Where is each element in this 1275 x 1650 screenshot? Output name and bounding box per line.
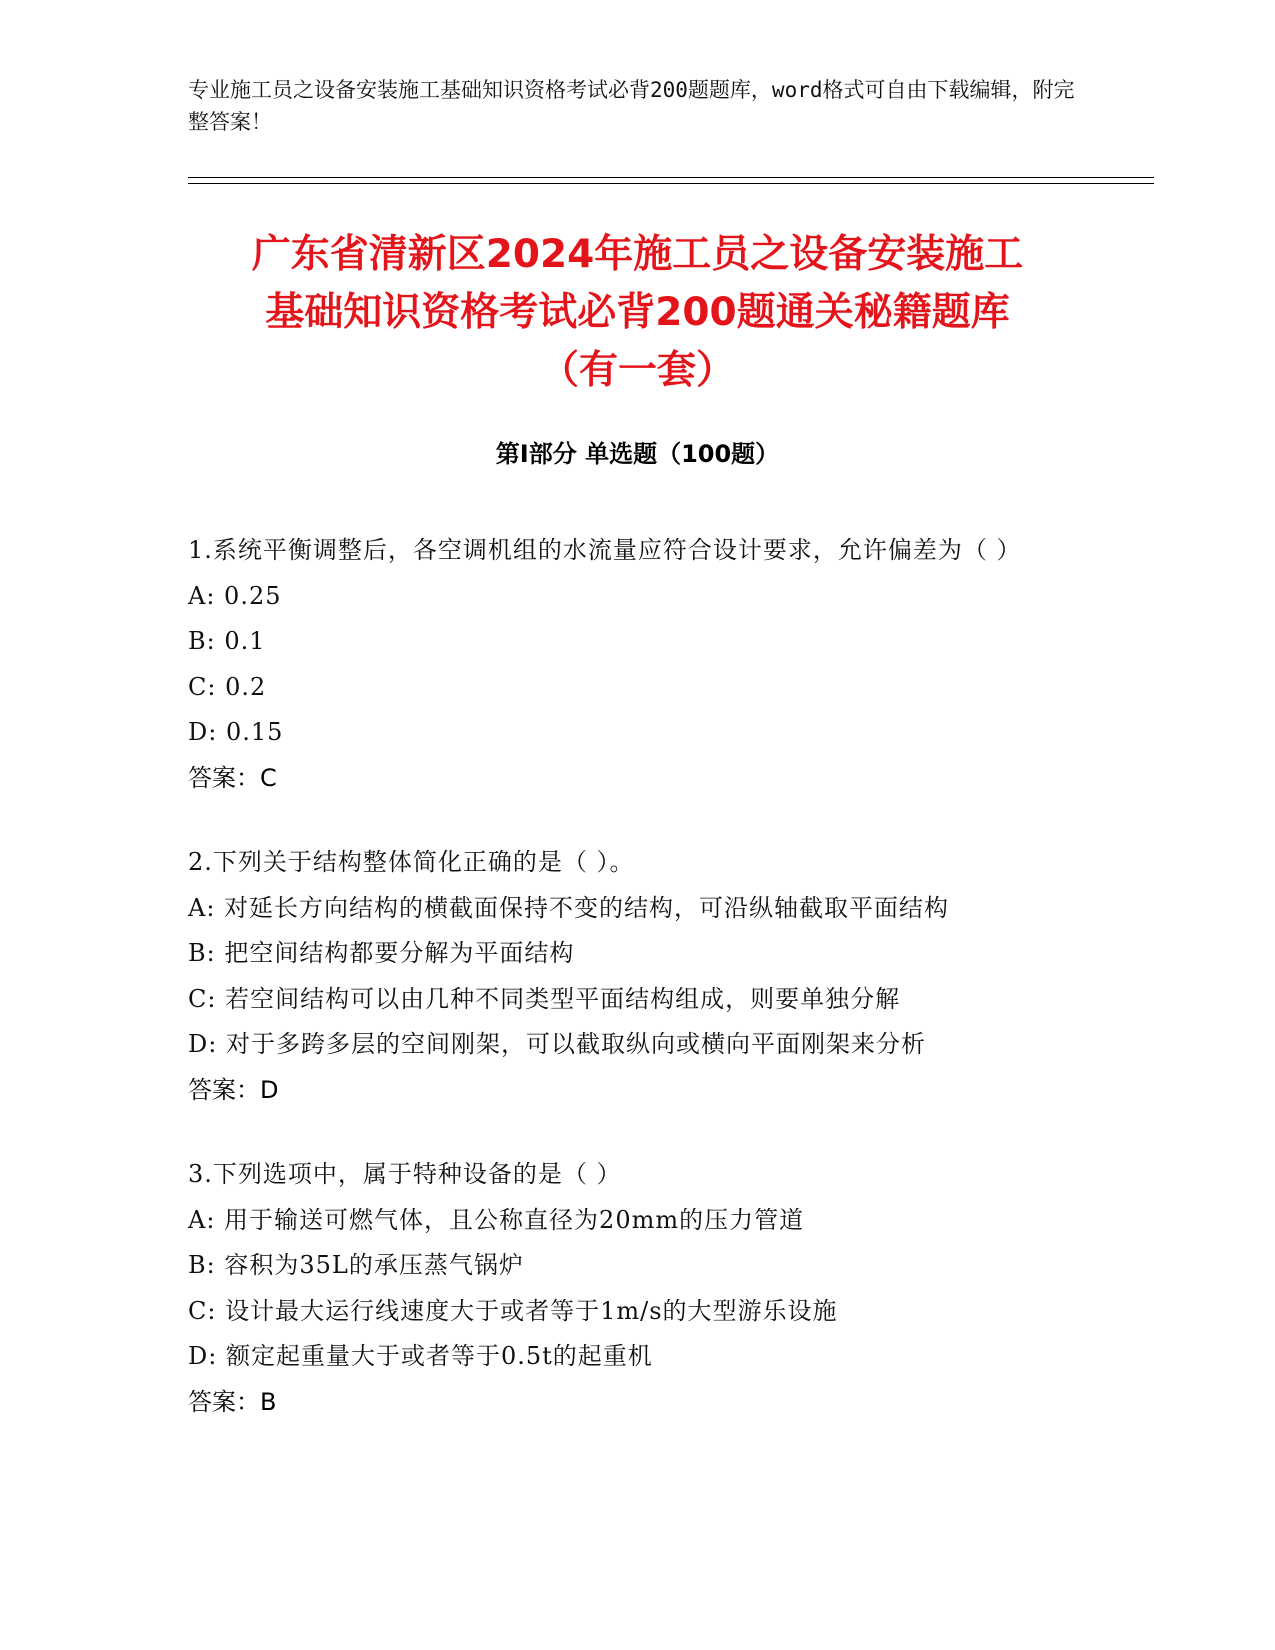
option-a: A: 用于输送可燃气体，且公称直径为20mm的压力管道	[188, 1205, 805, 1234]
option-d: D: 额定起重量大于或者等于0.5t的起重机	[188, 1342, 653, 1370]
option-d: D: 0.15	[188, 718, 284, 746]
question-text: 1.系统平衡调整后，各空调机组的水流量应符合设计要求，允许偏差为（ ）	[188, 536, 1022, 564]
option-a: A: 0.25	[188, 581, 282, 610]
question-text: 3.下列选项中，属于特种设备的是（ ）	[188, 1160, 622, 1188]
option-b: B: 容积为35L的承压蒸气锅炉	[188, 1251, 524, 1279]
option-a: A: 对延长方向结构的横截面保持不变的结构，可沿纵轴截取平面结构	[188, 893, 950, 922]
question-1	[188, 528, 1068, 801]
option-d: D: 对于多跨多层的空间刚架，可以截取纵向或横向平面刚架来分析	[188, 1030, 926, 1058]
answer: 答案：C	[188, 763, 277, 792]
section-heading: 第Ⅰ部分 单选题（100题）	[495, 440, 780, 468]
option-c: C: 0.2	[188, 672, 267, 701]
option-b: B: 0.1	[188, 627, 266, 655]
header-note: 专业施工员之设备安装施工基础知识资格考试必背200题题库，word格式可自由下载编辑，附完整答案！	[188, 78, 1075, 134]
question-list	[188, 528, 1068, 1464]
question-2	[188, 840, 1068, 1113]
option-c: C: 设计最大运行线速度大于或者等于1m/s的大型游乐设施	[188, 1296, 838, 1325]
answer: 答案：D	[188, 1075, 279, 1104]
header-rule-top	[188, 177, 1154, 178]
title-line-3: （有一套）	[539, 348, 735, 393]
title-line-1: 广东省清新区2024年施工员之设备安装施工	[251, 232, 1024, 277]
option-b: B: 把空间结构都要分解为平面结构	[188, 939, 575, 967]
option-c: C: 若空间结构可以由几种不同类型平面结构组成，则要单独分解	[188, 984, 901, 1013]
document-title	[160, 226, 1115, 400]
question-3	[188, 1152, 1068, 1425]
title-line-2: 基础知识资格考试必背200题通关秘籍题库	[265, 290, 1010, 335]
question-text: 2.下列关于结构整体简化正确的是（ ）。	[188, 848, 635, 876]
header-rule-bottom	[188, 183, 1154, 184]
answer: 答案：B	[188, 1387, 277, 1416]
